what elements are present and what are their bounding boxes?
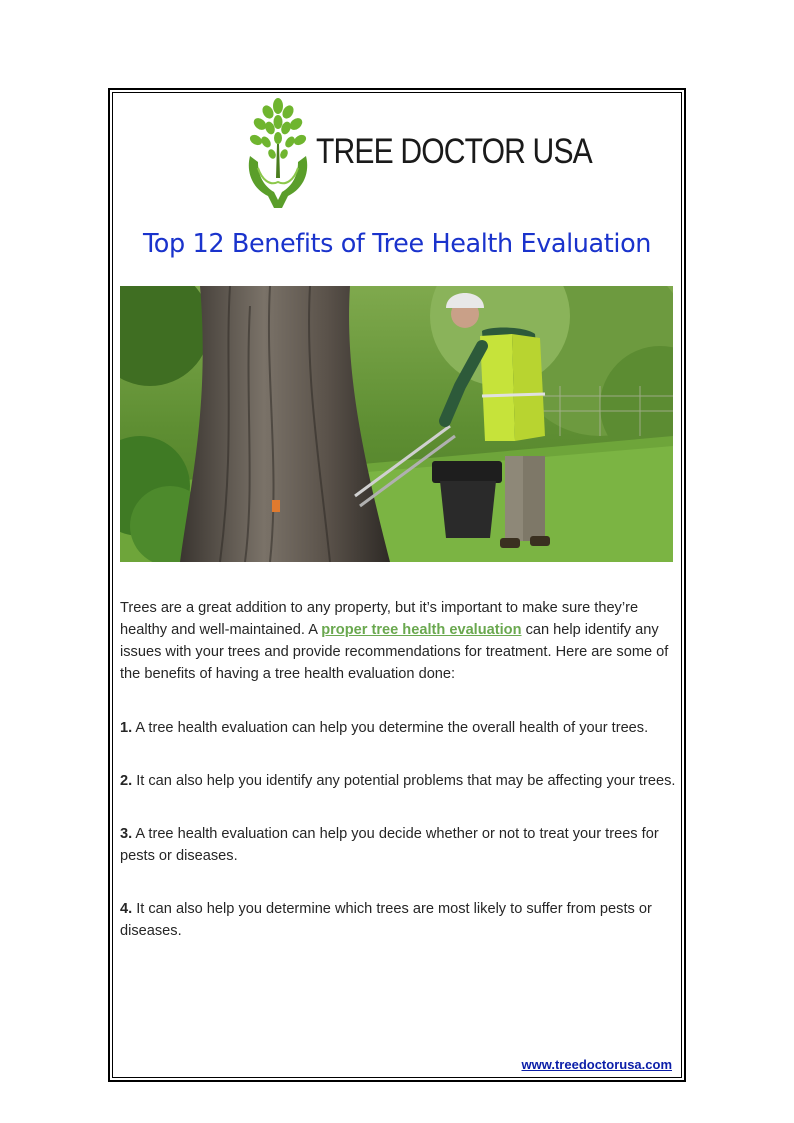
item-text: A tree health evaluation can help you decide whether or not to treat your trees for pests or diseases. [120,826,659,864]
hands-holding-tree-icon [244,96,314,214]
item-number: 3. [120,826,133,842]
website-link[interactable]: www.treedoctorusa.com [521,1057,672,1072]
item-text: It can also help you determine which trees are most likely to suffer from pests or diseases. [120,901,652,939]
intro-paragraph [120,597,676,685]
arborist-testing-tree-photo [120,286,673,562]
list-item [120,717,676,739]
item-number: 2. [120,773,133,789]
item-number: 1. [120,720,133,736]
list-item [120,770,676,792]
tree-health-evaluation-link[interactable]: proper tree health evaluation [321,622,522,638]
list-item [120,898,676,942]
item-number: 4. [120,901,133,917]
logo-wordmark: TREE DOCTOR USA [316,132,592,171]
item-text: A tree health evaluation can help you determine the overall health of your trees. [132,720,649,736]
intro-text-before: Trees are a great addition to any property, but it’s important to make sure they’re healthy and well-maintained. A [120,600,639,638]
company-logo [244,96,592,214]
page-title: Top 12 Benefits of Tree Health Evaluation [142,229,652,259]
list-item [120,823,676,867]
intro-text-after: can help identify any issues with your trees and provide recommendations for treatment. Here are some of the benefits of having a tree health evaluation done: [120,622,669,682]
item-text: It can also help you identify any potential problems that may be affecting your trees. [132,773,676,789]
article-body [120,597,676,973]
